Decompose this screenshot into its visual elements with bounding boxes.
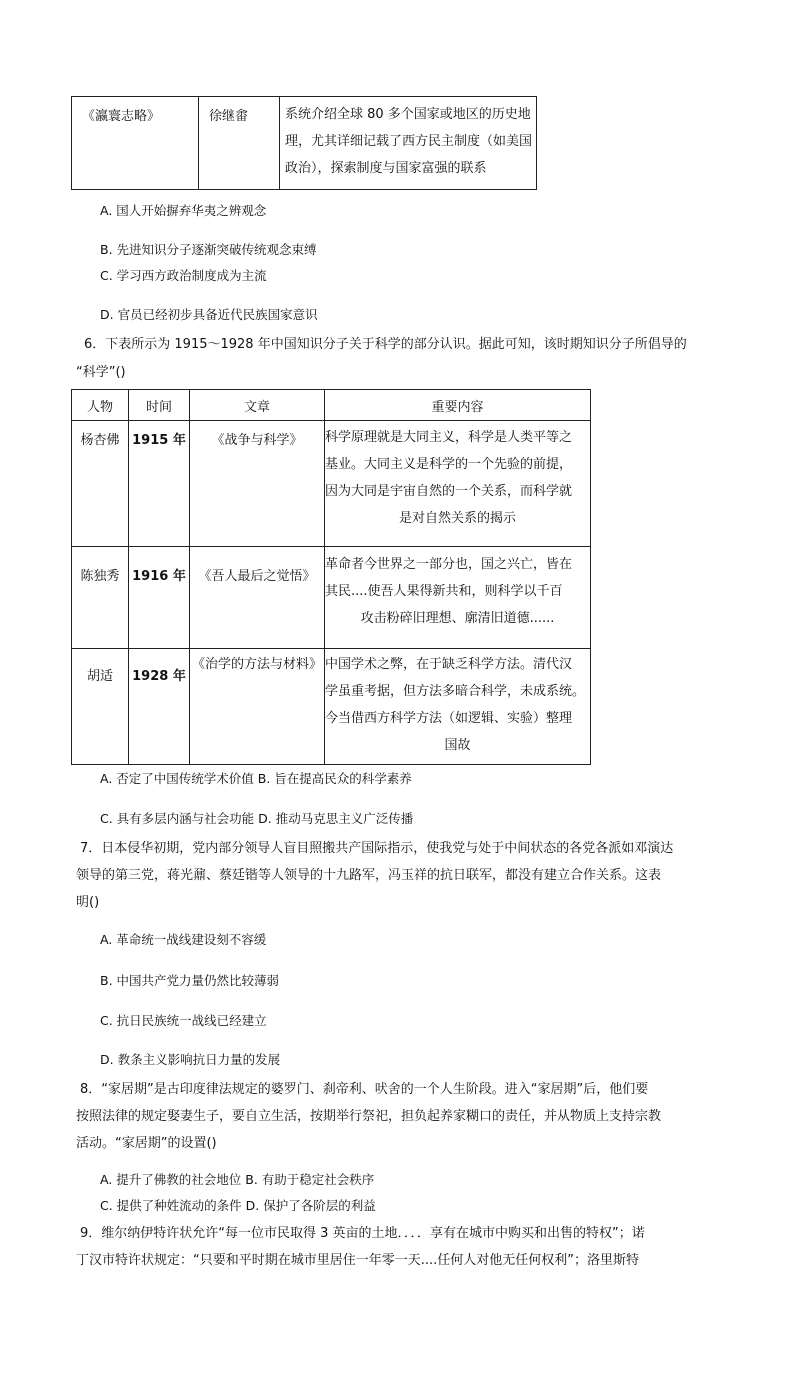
table-science-views xyxy=(71,389,591,765)
q7-option-a: A. 革命统一战线建设刻不容缓 xyxy=(100,932,267,947)
content-cell: 中国学术之弊，在于缺乏科学方法。清代汉 学虽重考据，但方法多暗合科学，未成系统。 今当借西方科学方法（如逻辑、实验）整理 国故 xyxy=(325,649,591,765)
time-cell: 1928 年 xyxy=(129,649,190,765)
q7-option-c: C. 抗日民族统一战线已经建立 xyxy=(100,1013,267,1028)
content-line: 系统介绍全球 80 多个国家或地区的历史地 xyxy=(285,107,531,122)
content-line: 理，尤其详细记载了西方民主制度（如美国 xyxy=(285,134,533,149)
time-cell: 1915 年 xyxy=(129,421,190,547)
q7-stem-line-2: 领导的第三党，蒋光鼐、蔡廷锴等人领导的十九路军，冯玉祥的抗日联军，都没有建立合作关系。这表 xyxy=(76,868,662,883)
header-time: 时间 xyxy=(129,390,190,421)
q5-option-a: A. 国人开始摒弃华夷之辨观念 xyxy=(100,203,267,218)
table-row xyxy=(72,649,591,765)
content-line: 政治），探索制度与国家富强的联系 xyxy=(285,161,487,176)
q8-options-ab: A. 提升了佛教的社会地位 B. 有助于稳定社会秩序 xyxy=(100,1172,375,1187)
q7-option-b: B. 中国共产党力量仍然比较薄弱 xyxy=(100,973,280,988)
header-article: 文章 xyxy=(190,390,325,421)
person-cell: 陈独秀 xyxy=(72,547,129,649)
q5-option-d: D. 官员已经初步具备近代民族国家意识 xyxy=(100,307,318,322)
q6-options-ab: A. 否定了中国传统学术价值 B. 旨在提高民众的科学素养 xyxy=(100,771,412,786)
person-cell: 胡适 xyxy=(72,649,129,765)
q8-options-cd: C. 提供了种姓流动的条件 D. 保护了各阶层的利益 xyxy=(100,1198,376,1213)
header-content: 重要内容 xyxy=(325,390,591,421)
book-title: 《瀛寰志略》 xyxy=(82,109,161,124)
q9-stem-line-1: 9．维尔纳伊特许状允许“每一位市民取得 3 英亩的土地．．．．享有在城市中购买和出售的特权”；诺 xyxy=(80,1226,645,1241)
table-row xyxy=(72,97,537,190)
content-cell: 科学原理就是大同主义，科学是人类平等之 基业。大同主义是科学的一个先验的前提， 因为大同是宇宙自然的一个关系，而科学就 是对自然关系的揭示 xyxy=(325,421,591,547)
article-cell: 《战争与科学》 xyxy=(190,421,325,547)
q7-option-d: D. 教条主义影响抗日力量的发展 xyxy=(100,1052,281,1067)
content-cell: 革命者今世界之一部分也，国之兴亡，皆在 其民....使吾人果得新共和，则科学以千百 攻击粉碎旧理想、廓清旧道德...... xyxy=(325,547,591,649)
table-row xyxy=(72,547,591,649)
q6-stem-line-2: “科学”() xyxy=(76,365,126,380)
header-person: 人物 xyxy=(72,390,129,421)
article-cell: 《治学的方法与材料》 xyxy=(190,649,325,765)
q8-stem-line-1: 8．“家居期”是古印度律法规定的婆罗门、刹帝利、吠舍的一个人生阶段。进入“家居期”后，他们要 xyxy=(80,1082,649,1097)
table-header-row xyxy=(72,390,591,421)
q6-stem-line-1: 6．下表所示为 1915～1928 年中国知识分子关于科学的部分认识。据此可知，该时期知识分子所倡导的 xyxy=(84,337,687,352)
table-book-info xyxy=(71,96,537,190)
book-cell xyxy=(72,97,199,190)
content-cell xyxy=(280,97,537,190)
q7-stem-line-1: 7．日本侵华初期，党内部分领导人盲目照搬共产国际指示，使我党与处于中间状态的各党各派如邓演达 xyxy=(80,841,674,856)
article-cell: 《吾人最后之觉悟》 xyxy=(190,547,325,649)
person-cell: 杨杏佛 xyxy=(72,421,129,547)
time-cell: 1916 年 xyxy=(129,547,190,649)
q9-stem-line-2: 丁汉市特许状规定：“只要和平时期在城市里居住一年零一天....任何人对他无任何权利”；洛里斯特 xyxy=(76,1253,639,1268)
author-name: 徐继畬 xyxy=(209,109,249,124)
table-row xyxy=(72,421,591,547)
q8-stem-line-2: 按照法律的规定娶妻生子，要自立生活，按期举行祭祀，担负起养家糊口的责任，并从物质上支持宗教 xyxy=(76,1109,662,1124)
q7-stem-line-3: 明() xyxy=(76,895,100,910)
q5-option-b: B. 先进知识分子逐渐突破传统观念束缚 xyxy=(100,242,317,257)
q5-option-c: C. 学习西方政治制度成为主流 xyxy=(100,268,267,283)
q6-options-cd: C. 具有多层内涵与社会功能 D. 推动马克思主义广泛传播 xyxy=(100,811,414,826)
author-cell xyxy=(199,97,280,190)
q8-stem-line-3: 活动。“家居期”的设置() xyxy=(76,1136,217,1151)
